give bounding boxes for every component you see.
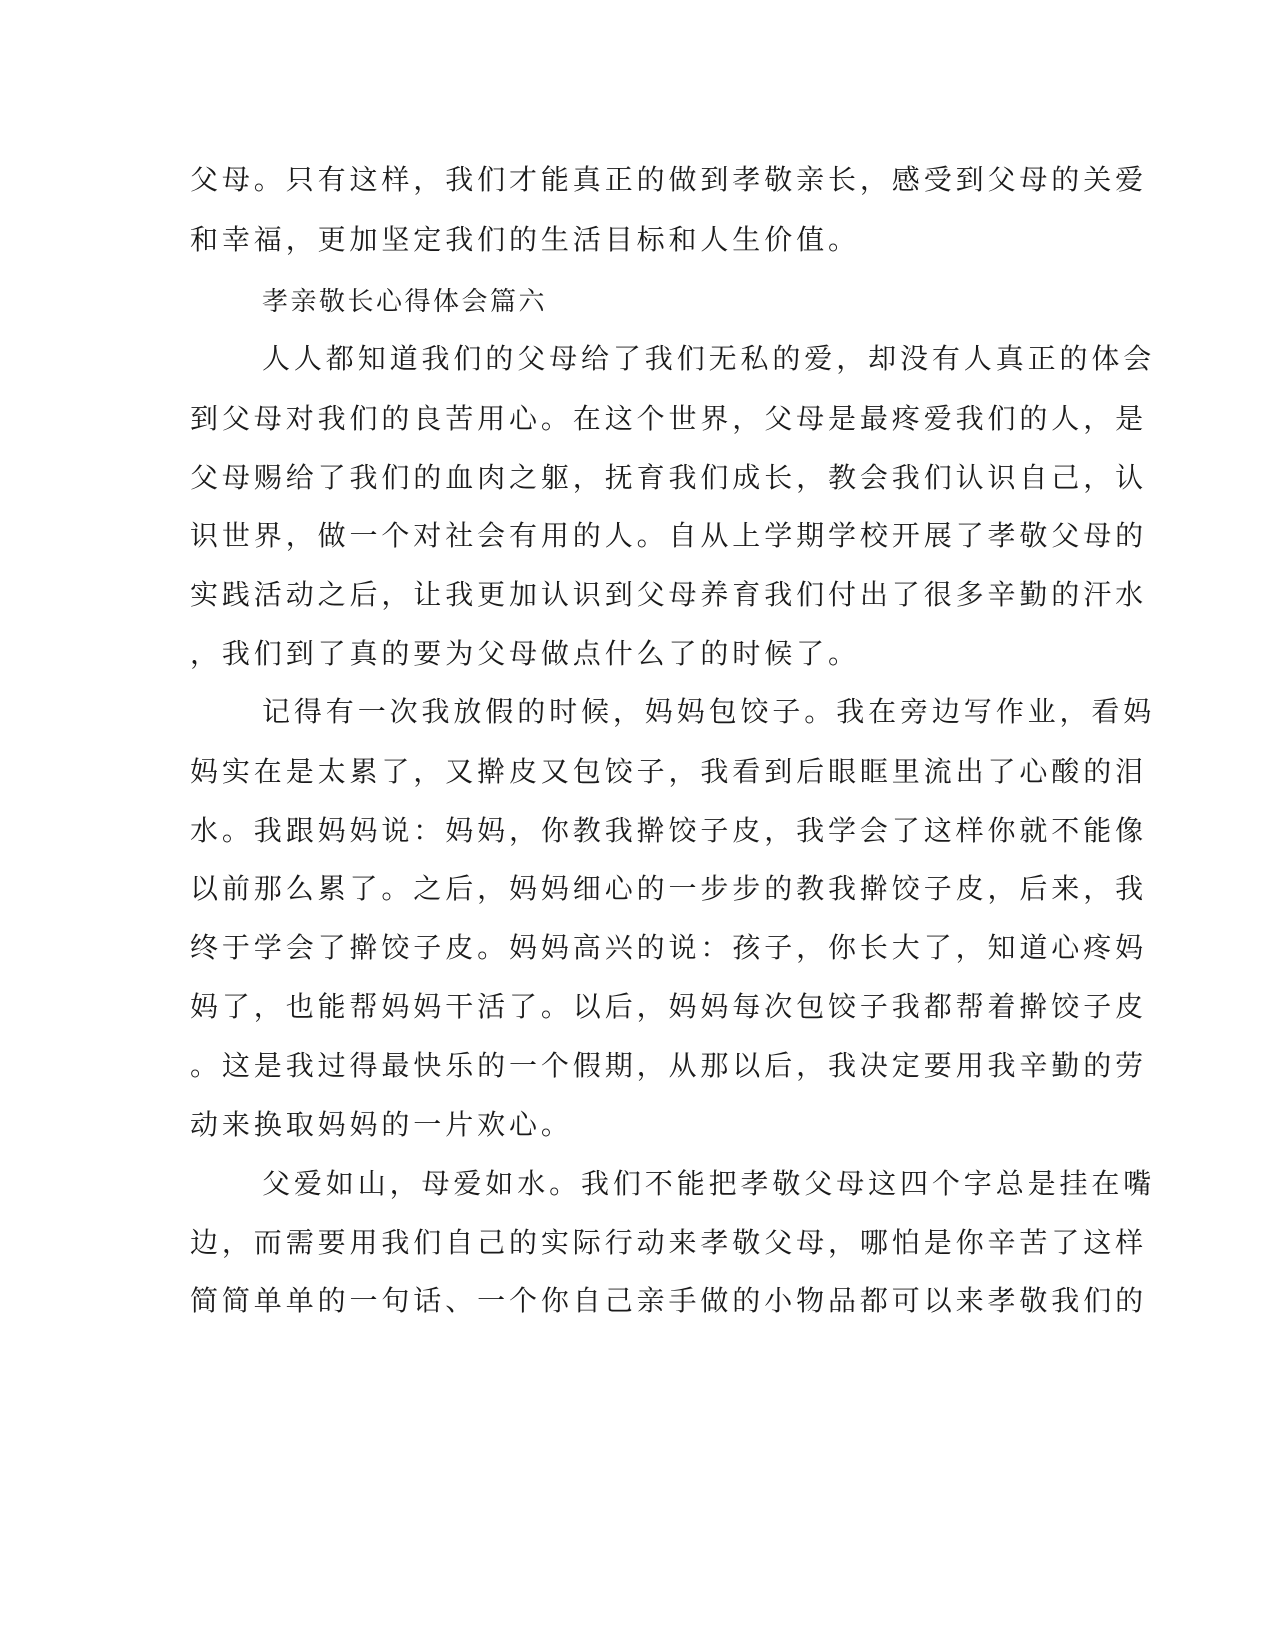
text-line: 父母。只有这样，我们才能真正的做到孝敬亲长，感受到父母的关爱	[190, 163, 1148, 196]
text-line: 记得有一次我放假的时候，妈妈包饺子。我在旁边写作业，看妈	[262, 695, 1156, 728]
text-line: 到父母对我们的良苦用心。在这个世界，父母是最疼爱我们的人，是	[190, 402, 1148, 435]
text-line: 妈实在是太累了，又擀皮又包饺子，我看到后眼眶里流出了心酸的泪	[190, 755, 1148, 788]
text-line: 父爱如山，母爱如水。我们不能把孝敬父母这四个字总是挂在嘴	[262, 1167, 1156, 1200]
text-line: 边，而需要用我们自己的实际行动来孝敬父母，哪怕是你辛苦了这样	[190, 1226, 1148, 1259]
text-line: 人人都知道我们的父母给了我们无私的爱，却没有人真正的体会	[262, 342, 1156, 375]
text-line: 终于学会了擀饺子皮。妈妈高兴的说：孩子，你长大了，知道心疼妈	[190, 931, 1148, 964]
text-line: 实践活动之后，让我更加认识到父母养育我们付出了很多辛勤的汗水	[190, 578, 1148, 611]
text-line: 和幸福，更加坚定我们的生活目标和人生价值。	[190, 223, 860, 256]
text-line: 动来换取妈妈的一片欢心。	[190, 1108, 573, 1141]
text-line: 。这是我过得最快乐的一个假期，从那以后，我决定要用我辛勤的劳	[190, 1049, 1148, 1082]
text-line: 妈了，也能帮妈妈干活了。以后，妈妈每次包饺子我都帮着擀饺子皮	[190, 990, 1148, 1023]
text-line: 简简单单的一句话、一个你自己亲手做的小物品都可以来孝敬我们的	[190, 1284, 1148, 1317]
section-heading: 孝亲敬长心得体会篇六	[262, 287, 548, 317]
text-line: 以前那么累了。之后，妈妈细心的一步步的教我擀饺子皮，后来，我	[190, 872, 1148, 905]
text-line: 父母赐给了我们的血肉之躯，抚育我们成长，教会我们认识自己，认	[190, 461, 1148, 494]
text-line: ，我们到了真的要为父母做点什么了的时候了。	[190, 637, 860, 670]
text-line: 识世界，做一个对社会有用的人。自从上学期学校开展了孝敬父母的	[190, 519, 1148, 552]
text-line: 水。我跟妈妈说：妈妈，你教我擀饺子皮，我学会了这样你就不能像	[190, 814, 1148, 847]
